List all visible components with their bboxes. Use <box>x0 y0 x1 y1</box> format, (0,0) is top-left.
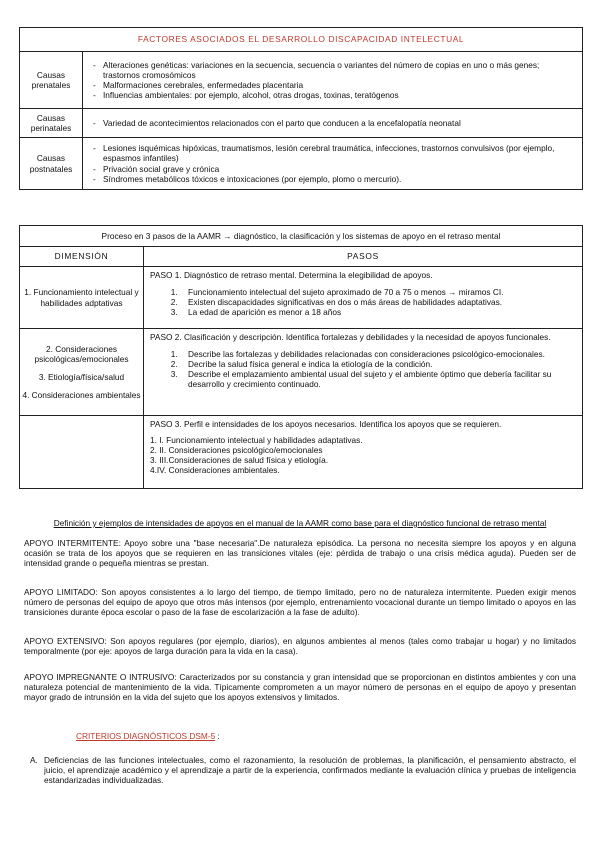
row-label-prenatal: Causas prenatales <box>20 52 83 109</box>
paragraph-extensivo: APOYO EXTENSIVO: Son apoyos regulares (por ejemplo, diarios), en algunos ambientes al menos (tales como trabajar u hogar) y no limitados temporalmente (por eje: apoyos de larga duración para la vida en la casa). <box>24 636 576 657</box>
dimension-empty <box>20 416 144 489</box>
dsm-item-a: Deficiencias de las funciones intelectuales, como el razonamiento, la resolución de problemas, la planificación, el pensamiento abstracto, el juicio, el aprendizaje académico y el aprendizaje a partir de la experiencia, confirmados mediante la evaluación clínica y pruebas de inteligencia estandarizadas individualizadas. <box>44 755 576 786</box>
step-3-intro: PASO 3. Perfil e intensidades de los apoyos necesarios. Identifica los apoyos que se requieren. <box>150 419 502 429</box>
row-content-postnatal <box>83 138 583 190</box>
list-item: - Privación social grave y crónica <box>89 164 576 174</box>
list-item: 3. La edad de aparición es menor a 18 años <box>180 307 576 317</box>
step-1 <box>144 267 583 329</box>
dimension-2: 2. Consideraciones psicológicas/emocionales <box>34 343 129 364</box>
dimension-4: 4. Consideraciones ambientales <box>22 390 141 401</box>
step-3 <box>144 416 583 489</box>
list-item: 3. Describe el emplazamiento ambiental usual del sujeto y el ambiente óptimo que debería facilitar su desarrollo y crecimiento continuado. <box>180 369 576 389</box>
aamr-table-title: Proceso en 3 pasos de la AAMR → diagnóstico, la clasificación y los sistemas de apoyo en el retraso mental <box>20 226 583 247</box>
list-item: 1. Describe las fortalezas y debilidades relacionadas con consideraciones psicológico-emocionales. <box>180 349 576 359</box>
paragraph-limitado: APOYO LIMITADO: Son apoyos consistentes a lo largo del tiempo, de tiempo limitado, pero no de naturaleza intermitente. Pueden exigir menos número de personas del equipo de apoyo que otros más intensos (por ejemplo, entrenamiento vocacional durante un tiempo limitado o apoyos en las transiciones durante época escolar o paso de la fase de escolarización a la fase de adulto). <box>24 587 576 618</box>
row-content-perinatal <box>83 109 583 138</box>
column-header-steps: PASOS <box>144 247 583 267</box>
row-label-perinatal: Causas perinatales <box>20 109 83 138</box>
list-item: 1. I. Funcionamiento intelectual y habilidades adaptativas. <box>150 435 363 446</box>
step-1-intro: PASO 1. Diagnóstico de retraso mental. Determina la elegibilidad de apoyos. <box>150 270 433 280</box>
dimension-3: 3. Etiología/física/salud <box>38 372 125 382</box>
dsm-item-letter: A. <box>30 755 38 765</box>
dsm-heading-colon: : <box>217 731 220 741</box>
dsm-heading: CRITERIOS DIAGNÓSTICOS DSM-5 <box>76 731 216 741</box>
list-item: - Influencias ambientales: por ejemplo, alcohol, otras drogas, toxinas, teratógenos <box>89 90 576 100</box>
list-item: 4.IV. Consideraciones ambientales. <box>150 465 280 476</box>
list-item: - Lesiones isquémicas hipóxicas, traumatismos, lesión cerebral traumática, infecciones, trastornos convulsivos (por ejemplo, espasmos infantiles) <box>89 143 576 163</box>
list-item: 2. Decribe la salud física general e indica la etiología de la condición. <box>180 359 576 369</box>
dimension-1: 1. Funcionamiento intelectual y habilidades adptativas <box>20 267 144 329</box>
aamr-process-table <box>19 225 583 489</box>
step-2-intro: PASO 2. Clasificación y descripción. Identifica fortalezas y debilidades y la necesidad de apoyos funcionales. <box>150 332 551 342</box>
apoyos-heading: Definición y ejemplos de intensidades de apoyos en el manual de la AAMR como base para el diagnóstico funcional de retraso mental <box>53 518 547 528</box>
list-item: 2. Existen discapacidades significativas en dos o más áreas de habilidades adaptativas. <box>180 297 576 307</box>
list-item: 1. Funcionamiento intelectual del sujeto aproximado de 70 a 75 o menos → miramos CI. <box>180 287 576 297</box>
list-item: - Síndromes metabólicos tóxicos e intoxicaciones (por ejemplo, plomo o mercurio). <box>89 174 576 184</box>
list-item: - Malformaciones cerebrales, enfermedades placentaria <box>89 80 576 90</box>
list-item: - Variedad de acontecimientos relacionados con el parto que conducen a la encefalopatía neonatal <box>89 118 576 128</box>
step-2 <box>144 329 583 416</box>
list-item: 3. III.Consideraciones de salud física y etiología. <box>150 455 329 466</box>
paragraph-intermitente: APOYO INTERMITENTE: Apoyo sobre una "base necesaria".De naturaleza episódica. La persona no necesita siempre los apoyos y en alguna ocasión se trata de los apoyos que se requieren en las transiciones vitales (eje: pérdida de trabajo o una crisis médica aguda). Pueden ser de intensidad grande o pequeña mientras se prestan. <box>24 538 576 569</box>
factors-table <box>19 27 583 190</box>
row-content-prenatal <box>83 52 583 109</box>
paragraph-impregnante: APOYO IMPREGNANTE O INTRUSIVO: Caracterizados por su constancia y gran intensidad que se proporcionan en distintos ambientes y con una naturaleza potencial de mantenimiento de la vida. Típicamente comprometen a un mayor número de personas en el equipo de apoyo y presentan mayor grado de intrunsión en la vida del sujeto que los apoyos extensivos y limitados. <box>24 672 576 703</box>
column-header-dimension: DIMENSIÓN <box>20 247 144 267</box>
list-item: - Alteraciones genéticas: variaciones en la secuencia, secuencia o variantes del número de copias en uno o más genes; trastornos cromosómicos <box>89 60 576 80</box>
list-item: 2. II. Consideraciones psicológico/emocionales <box>150 445 323 456</box>
dimensions-2-4 <box>20 329 144 416</box>
factors-table-title: FACTORES ASOCIADOS EL DESARROLLO DISCAPACIDAD INTELECTUAL <box>20 28 583 52</box>
dsm-heading-line <box>76 731 220 741</box>
row-label-postnatal: Causas postnatales <box>20 138 83 190</box>
